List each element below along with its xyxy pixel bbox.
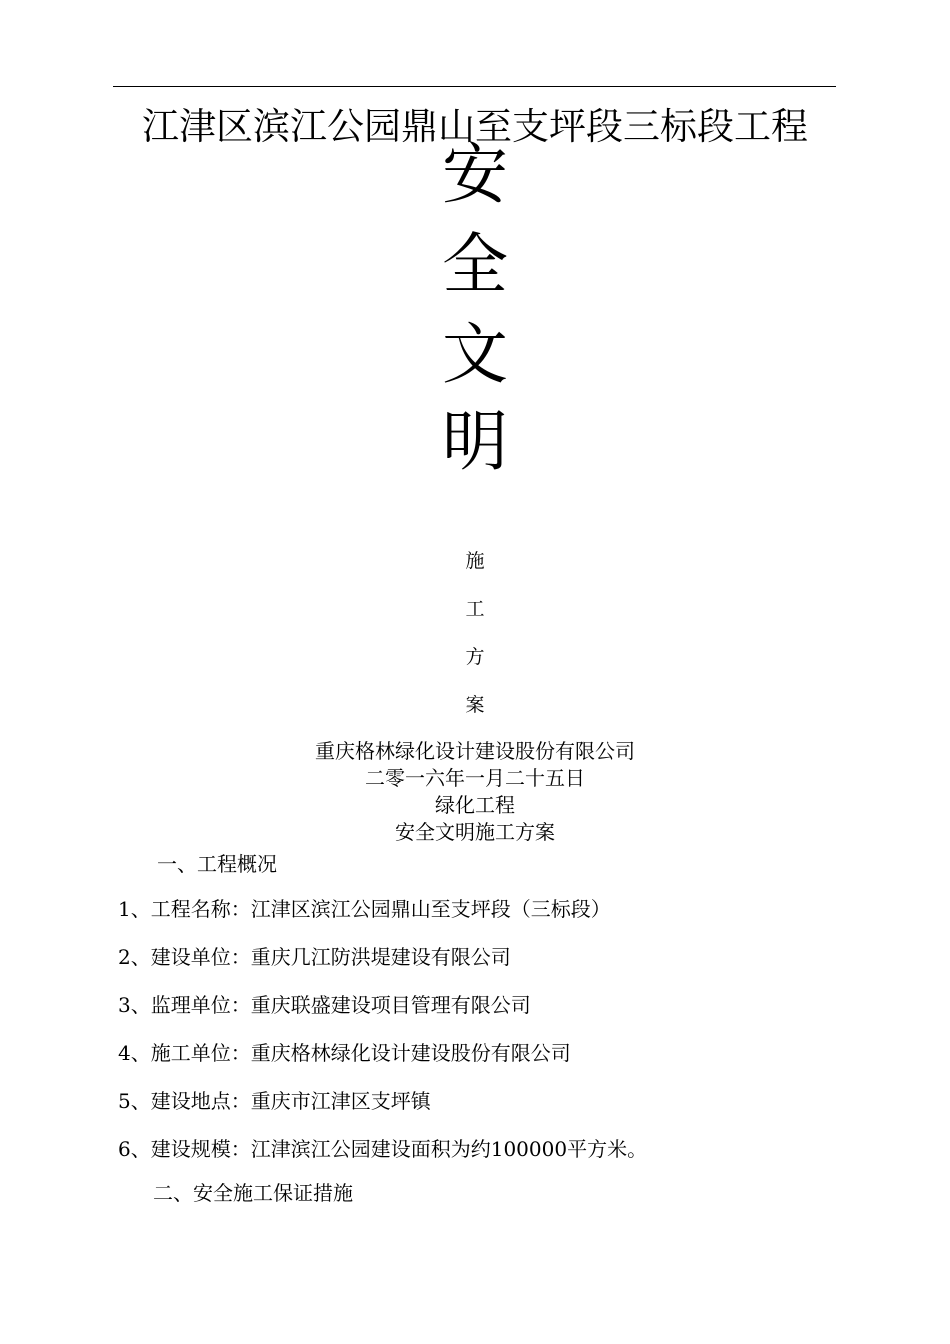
big-title-char-3: 文	[442, 316, 508, 393]
big-title-char-2: 全	[442, 226, 508, 303]
document-date: 二零一六年一月二十五日	[365, 766, 585, 790]
header-rule	[113, 86, 836, 87]
subtitle-char-3: 方	[465, 646, 485, 668]
overview-item-owner: 2、建设单位：重庆几江防洪堤建设有限公司	[118, 945, 511, 969]
subtitle-char-1: 施	[465, 550, 485, 572]
section-heading-safety: 二、安全施工保证措施	[153, 1181, 353, 1205]
project-title: 江津区滨江公园鼎山至支坪段三标段工程	[142, 105, 808, 148]
project-category: 绿化工程	[435, 793, 515, 817]
overview-item-location: 5、建设地点：重庆市江津区支坪镇	[118, 1089, 431, 1113]
company-name: 重庆格林绿化设计建设股份有限公司	[315, 739, 635, 763]
big-title-char-4: 明	[442, 403, 508, 480]
subtitle-char-4: 案	[465, 694, 485, 716]
overview-item-scale: 6、建设规模：江津滨江公园建设面积为约100000平方米。	[118, 1137, 648, 1161]
overview-item-supervisor: 3、监理单位：重庆联盛建设项目管理有限公司	[118, 993, 531, 1017]
section-heading-overview: 一、工程概况	[157, 852, 277, 876]
overview-item-project-name: 1、工程名称：江津区滨江公园鼎山至支坪段（三标段）	[118, 897, 611, 921]
big-title-char-1: 安	[442, 136, 508, 213]
overview-item-contractor: 4、施工单位：重庆格林绿化设计建设股份有限公司	[118, 1041, 571, 1065]
document-title: 安全文明施工方案	[395, 820, 555, 844]
subtitle-char-2: 工	[465, 598, 485, 620]
